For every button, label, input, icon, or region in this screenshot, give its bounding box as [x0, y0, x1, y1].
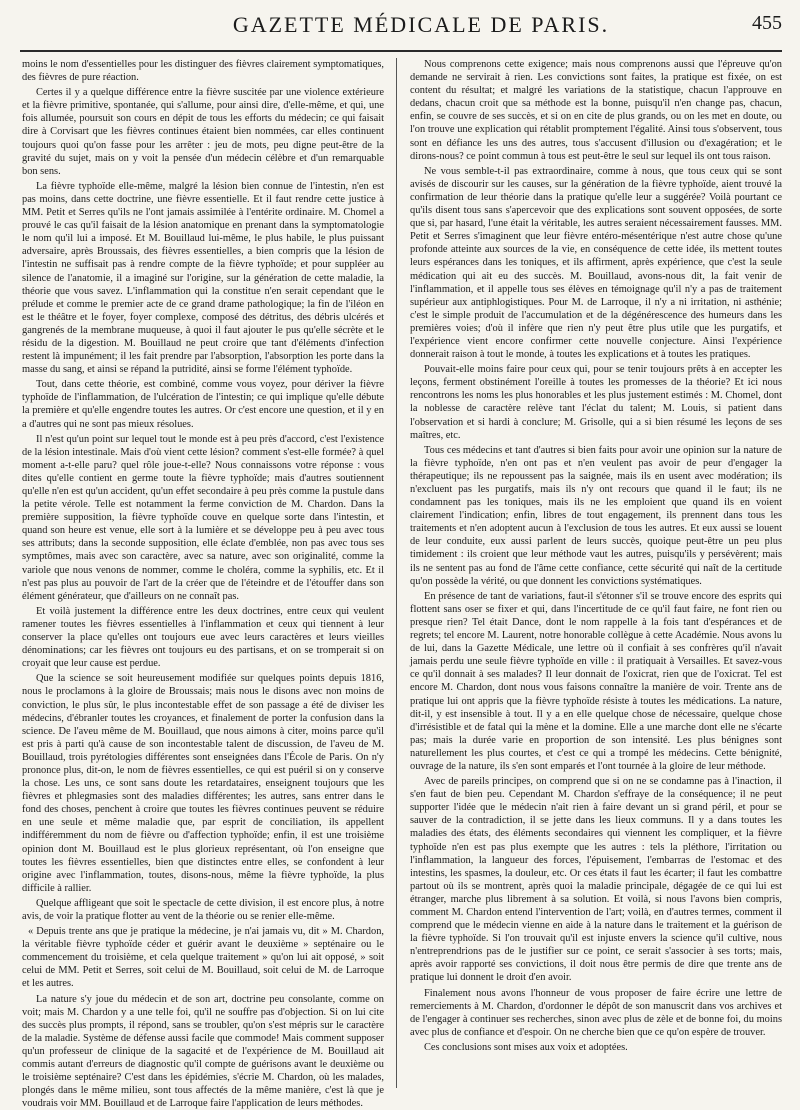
paragraph: La fièvre typhoïde elle-même, malgré la lésion bien connue de l'intestin, n'en est pas moins, dans cette doctrine, une fièvre essentielle. Et il faut rendre cette justice à MM. Petit et Serres qu'ils ne l'ont jamais assimilée à l'entérite ordinaire. M. Chomel a prouvé le cas qu'il faisait de la lésion anatomique en prenant dans la symptomatologie le nom qu'il lui a imposé. Et M. Bouillaud lui-même, le plus habile, le plus puissant adversaire, après Broussais, des fièvres essentielles, a bien compris que la lésion de l'intestin ne suffisait pas à rendre compte de la fièvre typhoïde; et pour suppléer au silence de l'anatomie, il a imaginé sur l'origine, sur la génération de cette maladie, la théorie que vous savez. L'inflammation qui la constitue n'en serait cependant que le prélude et comme le premier acte de ce grand drame pathologique; la fin de l'iléon en est le théâtre et le foyer, foyer complexe, composé des détritus, des débris ulcérés et gangrenés de la membrane muqueuse, à quoi il faut ajouter le pus qu'elle sécrète et le résidu de la digestion. M. Bouillaud ne peut croire que tant d'éléments d'infection restent là impunément; il les fait prendre par l'absorption, l'absorption les porte dans la masse du sang, et ainsi se répand la putridité, ainsi se forme l'élément typhoïde.	[22, 180, 384, 376]
masthead	[60, 12, 782, 46]
paragraph: Que la science se soit heureusement modifiée sur quelques points depuis 1816, nous le proclamons à la gloire de Broussais; mais nous le disons avec non moins de conviction, le plus sûr, le plus incontestable effet de son passage a été de diviser les médecins, d'ébranler toutes les croyances, et finalement de porter la confusion dans la science. De l'aveu même de M. Bouillaud, que nous aimons à citer, moins parce qu'il est pris à parti qu'à cause de son incontestable talent de discussion, de l'aveu de M. Bouillaud, trois pyrétologies différentes sont enseignées dans l'École de Paris. On n'y prononce plus, dit-on, le nom de fièvres essentielles, ce qui est puéril si on y conserve la chose. Les uns, ce sont sans doute les retardataires, enseignent toujours que les fièvres et phlegmasies sont des maladies différentes; les autres, sans entrer dans le fond des choses, penchent à croire que toutes les fièvres continues peuvent se réduire en une seule et même maladie que, par esprit de conciliation, ils appellent indifféremment du nom de fièvre ou d'affection typhoïde; enfin, il est une troisième opinion dont M. Bouillaud est le plus glorieux représentant, où l'on enseigne que toutes les fièvres essentielles, bien que distinctes entre elles, se confondent à leur origine avec l'inflammation, toutes, disons-nous, même la fièvre typhoïde, la plus difficile à rallier.	[22, 673, 384, 894]
right-column	[410, 58, 782, 1088]
paragraph: Finalement nous avons l'honneur de vous proposer de faire écrire une lettre de remerciements à M. Chardon, d'ordonner le dépôt de son manuscrit dans vos archives et de l'engager à continuer ses recherches, sinon avec plus de zèle et de bonne foi, du moins avec plus de confiance et d'espoir. On ne cherche bien que ce qu'on espère de trouver.	[410, 987, 782, 1038]
running-title: GAZETTE MÉDICALE DE PARIS.	[232, 12, 610, 37]
paragraph: Avec de pareils principes, on comprend que si on ne se condamne pas à l'inaction, il s'en faut de bien peu. Cependant M. Chardon s'effraye de la conséquence; il ne peut supporter l'idée que le médecin n'ait rien à faire devant un si grand péril, et pour se sauver de la contradiction, il se jette dans les lieux communs. Il y a dans toutes les maladies des états, des éléments secondaires qui viennent les compliquer, et la fièvre typhoïde n'en est pas plus exempte que les autres : tels la pléthore, l'irritation ou l'inflammation, la langueur des forces, l'épuisement, l'embarras de l'estomac et des intestins, les spasmes, la douleur, etc. Or ces états il faut les écarter; il faut les combattre partout où ils se montrent, après quoi la maladie principale, dégagée de ce qui lui est étranger, marche plus librement à sa solution. Et voilà, si nous l'avons bien compris, comment M. Chardon entend l'intervention de l'art; voilà, en d'autres termes, comment il comprend que le médecin vienne en aide à la nature dans le traitement et la guérison de la fièvre typhoïde. Si l'on trouvait qu'il est injuste envers la science qu'il cultive, nous n'entreprendrions pas de le justifier sur ce point, ce serait s'associer à ses torts; mais, après avoir rapporté ses convictions, il doit nous être permis de dire que trente ans de pratique lui donnent le droit d'en avoir.	[410, 776, 782, 984]
paragraph: Il n'est qu'un point sur lequel tout le monde est à peu près d'accord, c'est l'existence de la lésion intestinale. Mais d'où vient cette lésion? comment s'est-elle formée? à quel moment a-t-elle paru? quel rôle joue-t-elle? Nous connaissons votre réponse : vous dites qu'elle contient en germe toute la fièvre typhoïde; mais d'autres soutiennent qu'elle n'en est qu'un accident, qu'un effet secondaire à peu près comme la pustule dans la petite vérole. Telle est notamment la ferme conviction de M. Chardon. Dans la première supposition, la fièvre typhoïde couve en quelque sorte dans l'intestin, et quand son heure est venue, elle sort à la lumière et se développe peu à peu avec tous ses attributs; dans la seconde supposition, elle éclate d'emblée, non pas avec tous ses symptômes, mais avec son caractère, avec sa nature, avec son originalité, comme la variole que nous venons de nommer, comme le choléra, comme la syphilis, etc. Et il n'est pas plus au pouvoir de l'art de la créer que de l'éteindre et de l'étouffer dans son élément générateur, que d'ailleurs on ne connaît pas.	[22, 433, 384, 602]
column-divider	[396, 58, 397, 1088]
paragraph: Nous comprenons cette exigence; mais nous comprenons aussi que l'épreuve qu'on demande ne servirait à rien. Les convictions sont faites, la pratique est fixée, on est content du résultat; et malgré les variations de la statistique, chacun l'approuve en dedans, chacun croit que sa méthode est la bonne, puisqu'il n'en change pas, chacun, enfin, se couvre de ses succès, et si on en cite de plus grands, ou on les met en doute, ou l'on trouve une explication qui rétablit promptement l'égalité. Ainsi tous s'observent, tous sont en défiance les uns des autres, tous s'accusent d'illusion ou d'exagération; et le dirons-nous? ce point commun à tous est peut-être le seul sur lequel ils ont tous raison.	[410, 59, 782, 162]
paragraph: moins le nom d'essentielles pour les distinguer des fièvres clairement symptomatiques, des fièvres de pure réaction.	[22, 59, 384, 84]
paragraph: Tous ces médecins et tant d'autres si bien faits pour avoir une opinion sur la nature de la fièvre typhoïde, n'en ont pas et n'en veulent pas avoir de peur d'engager la thérapeutique; ils ne repoussent pas la saignée, mais ils en usent avec modération; ils n'excluent pas les purgatifs, mais ils n'y ont recours que quand il le faut; ils ne condamnent pas les toniques, mais ils ne les emploient que quand ils en voient clairement l'indication; enfin, libres de tout engagement, ils prennent dans tous les traitements et n'en adoptent aucun à l'exclusion de tous les autres. Et eux aussi se louent de leur conduite, eux aussi parlent de leurs succès, quoique peut-être un peu plus timidement : ils croient que leur méthode vaut les autres, puisqu'ils y persévèrent; mais ils ne sentent pas au fond de l'âme cette confiance, cette sécurité qui naît de la certitude qu'on possède la vérité, ou que donnent les convictions systématiques.	[410, 444, 782, 587]
paragraph: Tout, dans cette théorie, est combiné, comme vous voyez, pour dériver la fièvre typhoïde de l'inflammation, de l'ulcération de l'intestin; ce qui implique qu'elle débute la première et qu'elle engendre toutes les autres. Or c'est encore une question, et il y en a d'autres qui ne sont pas mieux résolues.	[22, 379, 384, 430]
paragraph: Et voilà justement la différence entre les deux doctrines, entre ceux qui veulent ramener toutes les fièvres essentielles à l'inflammation et ceux qui tiennent à leur conserver la place qu'elles ont toujours eue avec leurs caractères et leurs vieilles dénominations; car les fièvres ont toujours eu des partisans, et on se tromperait si on croyait que leur cause est perdue.	[22, 605, 384, 670]
paragraph: Ces conclusions sont mises aux voix et adoptées.	[424, 1041, 628, 1053]
left-column	[22, 58, 384, 1110]
paragraph: Quelque affligeant que soit le spectacle de cette division, il est encore plus, à notre avis, de voir la pratique flotter au vent de la théorie ou se renier elle-même.	[22, 897, 384, 922]
header-rule	[20, 50, 782, 52]
paragraph: Certes il y a quelque différence entre la fièvre suscitée par une violence extérieure et la fièvre primitive, spontanée, qui s'allume, pour ainsi dire, d'elle-même, et qui, une fois allumée, poursuit son cours en dépit de tous les efforts du médecin; ce qui faisait dire à Corvisart que les fièvres continues étaient bien nommées, car elles continuent toujours quoi qu'on fasse pour les arrêter : jeu de mots, peu digne peut-être de la gravité du sujet, mais on y voit la pensée d'un médecin célèbre et d'un remarquable bon sens.	[22, 87, 384, 177]
paragraph: En présence de tant de variations, faut-il s'étonner s'il se trouve encore des esprits qui flottent sans oser se fixer et qui, dans l'incertitude de ce qu'il faut faire, ne font rien ou presque rien? Tel était Dance, dont le nom rappelle à la fois tant d'espérances et de regrets; tel encore M. Laurent, notre honorable collègue à cette Académie. Nous avons lu de lui, dans la Gazette Médicale, une lettre où il confiait à ses confrères qu'il n'avait jamais perdu une seule fièvre typhoïde en ville : il pratiquait à Versailles. Et savez-vous ce qu'il donnait à ses malades? Il leur donnait de l'oxicrat, rien que de l'oxicrat. Tel est encore M. Chardon, dont nous vous faisons connaître la manière de voir. Trente ans de pratique lui ont appris que la fièvre typhoïde résiste à toutes les médications. La nature, dit-il, y est insensible à tout. Il y a en elle quelque chose de nécessaire, quelque chose d'irrésistible et de fatal qui la mène et la domine. Elle a une marche dont elle ne s'écarte pas; mais la durée varie en proportion de son intensité. Les plus bénignes sont naturellement les plus courtes, et c'est ce qui a trompé les médecins. Cette bénignité, ouvrage de la nature, ils s'en sont emparés et l'ont tournée à la gloire de leur méthode.	[410, 590, 782, 772]
page-number: 455	[752, 12, 782, 34]
paragraph: Pouvait-elle moins faire pour ceux qui, pour se tenir toujours prêts à en accepter les leçons, ferment obstinément l'oreille à toutes les promesses de la théorie? Et ici nous rencontrons les noms les plus honorables et les plus justement estimés : M. Chomel, dont la noblesse de caractère relève tant l'éclat du talent; M. Louis, si patient dans l'observation et si hardi à conclure; M. Grisolle, qui a si bien résumé les leçons de ses maîtres, etc.	[410, 364, 782, 441]
paragraph: La nature s'y joue du médecin et de son art, doctrine peu consolante, comme on voit; mais M. Chardon y a une telle foi, qu'il ne souffre pas d'objection. Si on lui cite des succès plus prompts, il répond, sans se troubler, qu'on s'est mépris sur le caractère de la maladie. Système de défense aussi facile que commode! Mais comment supposer qu'un professeur de clinique de la sagacité et de l'expérience de M. Bouillaud ait commis autant d'erreurs de diagnostic qu'il compte de guérisons avant le deuxième ou le troisième septénaire? C'est dans les épidémies, s'écrie M. Chardon, où les malades, plongés dans le même milieu, sont tous affectés de la même manière, c'est là que je voudrais voir MM. Bouillaud et de Larroque faire l'application de leurs méthodes.	[22, 993, 384, 1110]
paragraph: Ne vous semble-t-il pas extraordinaire, comme à nous, que tous ceux qui se sont avisés de discourir sur les causes, sur la génération de la fièvre typhoïde, aient trouvé la confirmation de leur théorie dans la pratique qu'elle leur a suggérée? Voilà pourtant ce qu'ils disent tous sans s'apercevoir que des explications sont souvent opposées, de sorte que si, par hasard, l'une était la véritable, les autres seraient nécessairement fausses. MM. Petit et Serres s'imaginent que leur fièvre entéro-mésentérique n'est autre chose qu'une profonde atteinte aux sources de la vie, en conséquence de cette idée, ils mettent toutes leurs espérances dans les toniques, et ils affirment, après expérience, que c'est la seule médication qui ait eu des succès. M. Bouillaud, avons-nous dit, la fait venir de l'inflammation, et il appelle tous ses élèves en témoignage qu'il n'y a pas de traitement supérieur aux antiphlogistiques. Pour M. de Larroque, il n'y a ni irritation, ni asthénie; c'est le simple produit de l'accumulation et de la dégénérescence des humeurs dans les premières voies; d'où il infère que rien n'y peut être plus utile que les purgatifs, et l'expérience vient encore confirmer cette nouvelle conjecture. Ainsi l'expérience donnerait raison à tout le monde, à toutes les explications et à toutes les pratiques.	[410, 165, 782, 361]
quotation: « Depuis trente ans que je pratique la médecine, je n'ai jamais vu, dit » M. Chardon, la véritable fièvre typhoïde céder et guérir avant le deuxième » septénaire ou le commencement du troisième, et cela quelque traitement » qu'on lui ait opposé, » soit celui de MM. Petit et Serres, soit celui de M. Bouillaud, soit celui de M. de Larroque et les autres.	[22, 926, 384, 990]
